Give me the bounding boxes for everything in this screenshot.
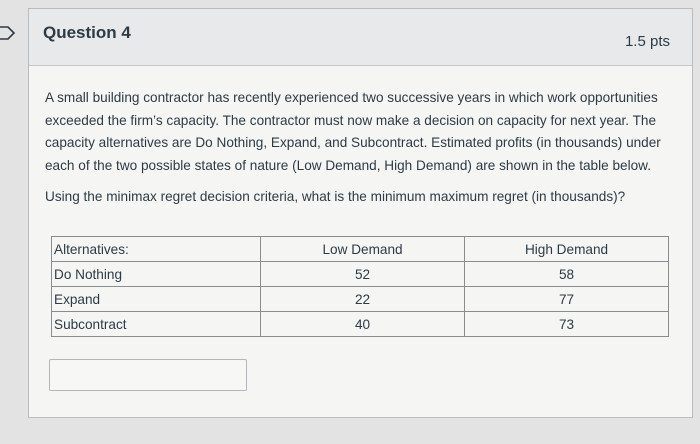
table-row <box>52 287 669 312</box>
table-cell: 22 <box>261 287 465 312</box>
question-header <box>29 9 692 66</box>
question-flag-icon[interactable] <box>0 26 16 40</box>
profit-table <box>51 236 669 337</box>
question-points: 1.5 pts <box>624 33 670 50</box>
table-cell: 40 <box>261 312 465 337</box>
header-low-demand: Low Demand <box>261 237 465 262</box>
question-text: A small building contractor has recently experienced two successive years in which work opportunities exceeded the firm’s capacity. The contractor must now make a decision on capacity for next year. The capacity alternatives are Do Nothing, Expand, and Subcontract. Estimated profits (in thousands) under each of the two possible states of nature (Low Demand, High Demand) are shown in the table below. <box>45 90 661 173</box>
header-high-demand: High Demand <box>465 237 669 262</box>
table-cell: Subcontract <box>52 312 261 337</box>
table-cell: 58 <box>465 262 669 287</box>
question-body <box>45 87 670 209</box>
table-row <box>52 312 669 337</box>
question-prompt: Using the minimax regret decision criteria, what is the minimum maximum regret (in thousands)? <box>45 189 626 205</box>
answer-input[interactable] <box>49 359 247 391</box>
question-title: Question 4 <box>43 23 131 42</box>
table-cell: 77 <box>465 287 669 312</box>
table-row <box>52 262 669 287</box>
table-cell: 52 <box>261 262 465 287</box>
table-cell: Expand <box>52 287 261 312</box>
header-alternatives: Alternatives: <box>52 237 261 262</box>
question-card <box>28 8 693 418</box>
table-header-row <box>52 237 669 262</box>
table-cell: 73 <box>465 312 669 337</box>
table-cell: Do Nothing <box>52 262 261 287</box>
